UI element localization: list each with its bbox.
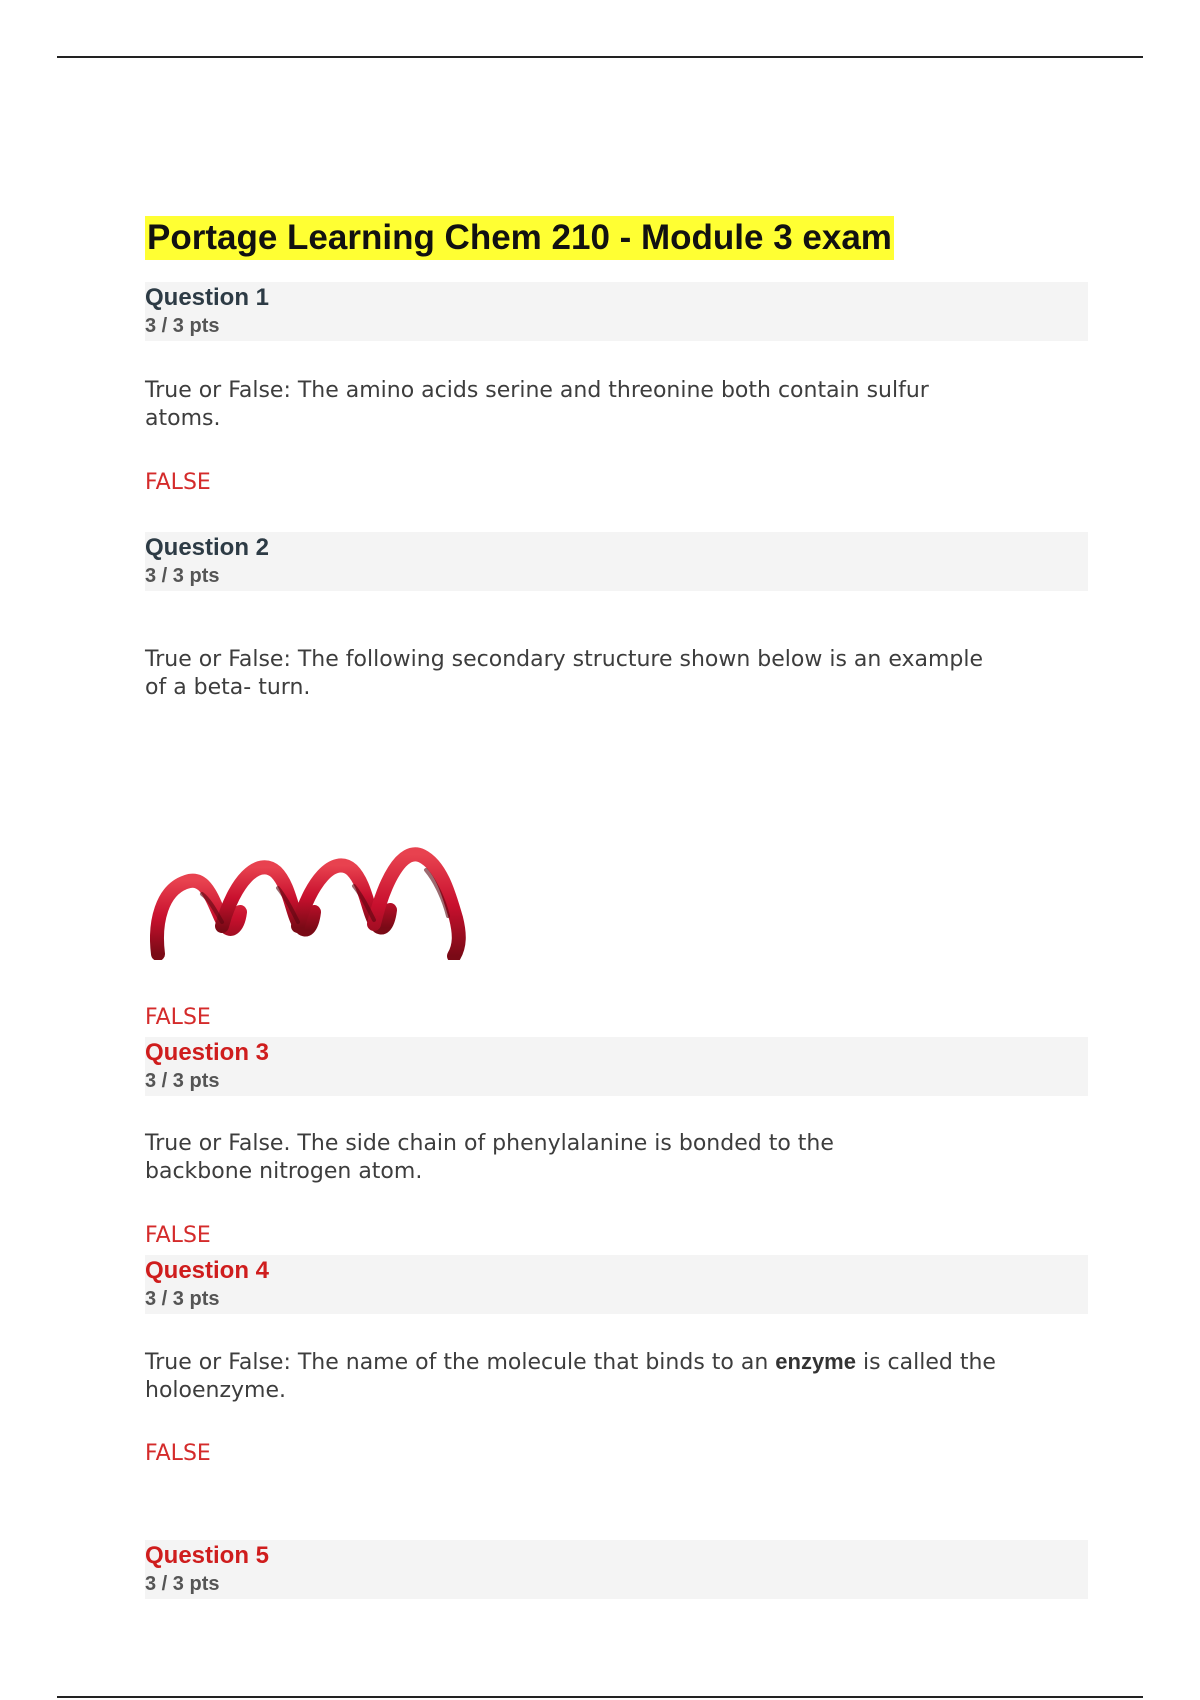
question-1-points: 3 / 3 pts — [145, 315, 220, 337]
question-4-points: 3 / 3 pts — [145, 1288, 220, 1310]
question-4-text — [145, 1348, 996, 1405]
question-2-points: 3 / 3 pts — [145, 565, 220, 587]
question-3-text — [145, 1130, 834, 1186]
question-5-points: 3 / 3 pts — [145, 1573, 220, 1595]
question-4-title: Question 4 — [145, 1257, 270, 1284]
question-1-text-line2: atoms. — [145, 406, 221, 431]
question-2-text-line1: True or False: The following secondary structure shown below is an example — [145, 647, 984, 672]
question-2-header — [145, 532, 1088, 591]
question-1-header — [145, 282, 1088, 341]
question-4-text-bold: enzyme — [775, 1349, 856, 1374]
question-4-text-start: True or False: The name of the molecule that binds to an — [145, 1350, 776, 1375]
question-2-title: Question 2 — [145, 534, 270, 561]
question-4-text-end: is called the — [855, 1350, 996, 1375]
question-5-title: Question 5 — [145, 1542, 270, 1569]
bottom-rule — [57, 1696, 1143, 1698]
question-3-title: Question 3 — [145, 1039, 270, 1066]
question-3-answer: FALSE — [145, 1223, 211, 1248]
document-title: Portage Learning Chem 210 - Module 3 exam — [145, 216, 894, 260]
question-2-text-line2: of a beta- turn. — [145, 675, 311, 700]
question-3-text-line2: backbone nitrogen atom. — [145, 1159, 423, 1184]
question-3-header — [145, 1037, 1088, 1096]
question-2-text — [145, 646, 983, 702]
question-2-answer: FALSE — [145, 1005, 211, 1030]
question-1-answer: FALSE — [145, 470, 211, 495]
question-3-text-line1: True or False. The side chain of phenylalanine is bonded to the — [145, 1131, 834, 1156]
alpha-helix-image — [150, 842, 470, 960]
top-rule — [57, 56, 1143, 58]
question-5-header — [145, 1540, 1088, 1599]
question-4-answer: FALSE — [145, 1441, 211, 1466]
question-4-text-line2: holoenzyme. — [145, 1378, 286, 1403]
question-4-header — [145, 1255, 1088, 1314]
question-1-title: Question 1 — [145, 284, 270, 311]
question-3-points: 3 / 3 pts — [145, 1070, 220, 1092]
question-1-text-line1: True or False: The amino acids serine and threonine both contain sulfur — [145, 378, 929, 403]
question-1-text — [145, 377, 929, 433]
